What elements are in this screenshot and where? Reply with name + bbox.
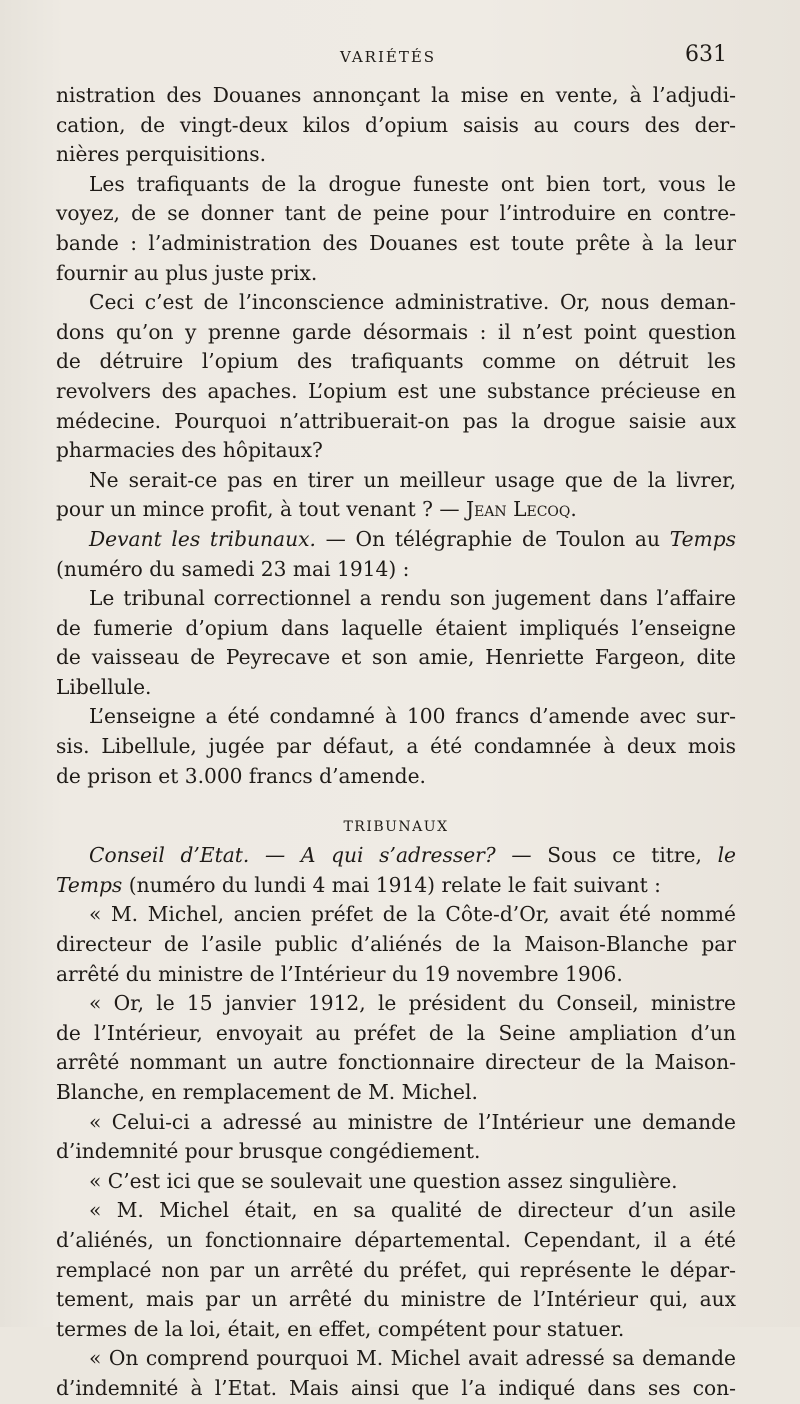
text-line <box>56 259 736 289</box>
line-text: arrêté nommant un autre fonctionnaire directeur de la Maison- <box>56 1050 736 1075</box>
line-text: de détruire l’opium des trafiquants comme on détruit les <box>56 349 736 374</box>
text-line <box>56 989 736 1019</box>
text-line <box>56 1226 736 1256</box>
line-text: « M. Michel, ancien préfet de la Côte-d’Or, avait été nommé <box>89 902 736 927</box>
author-signature: Jean Lecoq <box>466 497 571 522</box>
text-line <box>56 1315 736 1345</box>
text-line <box>56 111 736 141</box>
line-text: « C’est ici que se soulevait une question assez singulière. <box>89 1168 678 1193</box>
text-line <box>56 347 736 377</box>
text-line <box>56 1285 736 1315</box>
text-line <box>56 1256 736 1286</box>
text-line <box>56 1048 736 1078</box>
text-line <box>56 229 736 259</box>
text-line <box>56 900 736 930</box>
line-text: Ne serait-ce pas en tirer un meilleur usage que de la livrer, <box>89 467 736 492</box>
text-line <box>56 1108 736 1138</box>
line-text: de vaisseau de Peyrecave et son amie, Henriette Fargeon, dite <box>56 645 736 670</box>
text-line <box>56 960 736 990</box>
text-line <box>56 871 736 901</box>
line-text: — On télégraphie de Toulon au <box>315 526 670 551</box>
text-line <box>56 1019 736 1049</box>
text-line <box>56 1137 736 1167</box>
line-text: Le tribunal correctionnel a rendu son jugement dans l’affaire <box>89 586 736 611</box>
italic-text: le <box>717 843 736 868</box>
line-text: de fumerie d’opium dans laquelle étaient impliqués l’enseigne <box>56 615 736 640</box>
line-text: voyez, de se donner tant de peine pour l’introduire en contre- <box>56 201 736 226</box>
text-line <box>56 584 736 614</box>
line-text: arrêté du ministre de l’Intérieur du 19 novembre 1906. <box>56 961 623 986</box>
italic-text: Conseil d’Etat. — A qui s’adresser? — <box>89 843 532 868</box>
text-line <box>56 762 736 792</box>
text-line <box>56 1374 736 1404</box>
line-text: . <box>570 497 577 522</box>
text-line <box>56 495 736 525</box>
text-line <box>56 377 736 407</box>
line-text: Libellule. <box>56 674 152 699</box>
line-text: d’aliénés, un fonctionnaire départemental. Cependant, il a été <box>56 1227 736 1252</box>
text-line <box>56 643 736 673</box>
italic-text: Temps <box>56 872 123 897</box>
text-line <box>56 1078 736 1108</box>
line-text: nistration des Douanes annonçant la mise en vente, à l’adjudi- <box>56 83 736 107</box>
line-text: bande : l’administration des Douanes est toute prête à la leur <box>56 230 736 255</box>
line-text: pharmacies des hôpitaux? <box>56 438 323 463</box>
text-line <box>56 1196 736 1226</box>
text-line <box>56 436 736 466</box>
line-text: revolvers des apaches. L’opium est une substance précieuse en <box>56 378 736 403</box>
text-line <box>56 732 736 762</box>
page-number: 631 <box>685 42 727 67</box>
line-text: TRIBUNAUX <box>343 819 449 836</box>
text-line <box>56 525 736 555</box>
line-text: d’indemnité pour brusque congédiement. <box>56 1139 481 1164</box>
line-text: directeur de l’asile public d’aliénés de la Maison-Blanche par <box>56 932 736 957</box>
text-line <box>56 466 736 496</box>
line-text: tement, mais par un arrêté du ministre de l’Intérieur qui, aux <box>56 1287 736 1312</box>
text-line <box>56 81 736 111</box>
line-text: fournir au plus juste prix. <box>56 260 318 285</box>
line-text: L’enseigne a été condamné à 100 francs d’amende avec sur- <box>89 704 736 729</box>
line-text: de l’Intérieur, envoyait au préfet de la Seine ampliation d’un <box>56 1020 736 1045</box>
line-text: pour un mince profit, à tout venant ? — <box>56 497 466 522</box>
text-line <box>56 1167 736 1197</box>
text-line <box>56 930 736 960</box>
italic-text: Temps <box>669 526 736 551</box>
line-text: Sous ce titre, <box>531 843 718 868</box>
line-text: sis. Libellule, jugée par défaut, a été condamnée à deux mois <box>56 734 736 759</box>
line-text: « M. Michel était, en sa qualité de directeur d’un asile <box>89 1198 736 1223</box>
running-head: VARIÉTÉS <box>340 48 437 66</box>
text-line <box>56 199 736 229</box>
line-text: « Celui-ci a adressé au ministre de l’Intérieur une demande <box>89 1109 736 1134</box>
line-text: dons qu’on y prenne garde désormais : il n’est point question <box>56 319 736 344</box>
line-text: remplacé non par un arrêté du préfet, qui représente le dépar- <box>56 1257 736 1282</box>
text-line <box>56 702 736 732</box>
line-text: « Or, le 15 janvier 1912, le président du Conseil, ministre <box>89 991 736 1016</box>
line-text: Ceci c’est de l’inconscience administrative. Or, nous deman- <box>89 290 736 315</box>
text-line <box>56 1344 736 1374</box>
line-text: d’indemnité à l’Etat. Mais ainsi que l’a indiqué dans ses con- <box>56 1375 736 1400</box>
line-text: cation, de vingt-deux kilos d’opium saisis au cours des der- <box>56 112 736 137</box>
text-line <box>56 841 736 871</box>
text-line <box>56 170 736 200</box>
text-line <box>56 318 736 348</box>
body-text <box>56 81 736 1404</box>
line-text: Blanche, en remplacement de M. Michel. <box>56 1080 478 1104</box>
line-text: Les trafiquants de la drogue funeste ont bien tort, vous le <box>89 171 736 196</box>
text-line <box>56 288 736 318</box>
text-line <box>56 614 736 644</box>
text-line <box>56 140 736 170</box>
line-text: nières perquisitions. <box>56 142 266 167</box>
text-line <box>56 673 736 703</box>
line-text: « On comprend pourquoi M. Michel avait adressé sa demande <box>89 1346 736 1371</box>
line-text: termes de la loi, était, en effet, compétent pour statuer. <box>56 1316 625 1341</box>
line-text: (numéro du lundi 4 mai 1914) relate le fait suivant : <box>122 872 661 897</box>
page-header <box>0 40 800 76</box>
italic-text: Devant les tribunaux. <box>89 526 316 551</box>
text-line <box>56 407 736 437</box>
text-line <box>56 555 736 585</box>
line-text: de prison et 3.000 francs d’amende. <box>56 763 426 788</box>
line-text: médecine. Pourquoi n’attribuerait-on pas la drogue saisie aux <box>56 408 736 433</box>
line-text: (numéro du samedi 23 mai 1914) : <box>56 556 410 581</box>
section-heading <box>56 813 736 841</box>
